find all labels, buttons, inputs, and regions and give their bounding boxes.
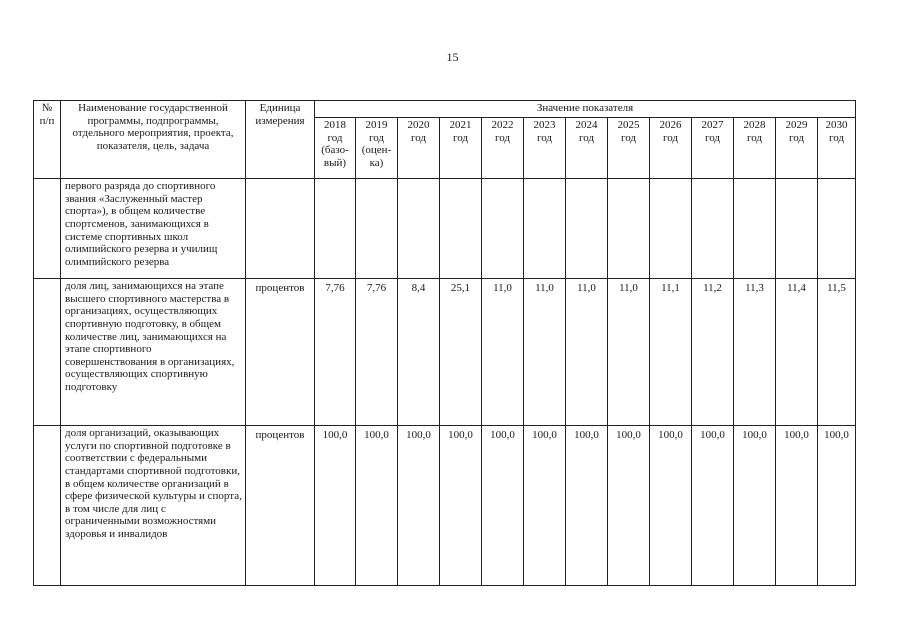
header-year: 2019 год (оцен- ка): [356, 118, 398, 179]
header-value-group: Значение показателя: [315, 101, 856, 118]
row-value: 100,0: [776, 426, 818, 586]
header-year: 2022 год: [482, 118, 524, 179]
header-year: 2028 год: [734, 118, 776, 179]
header-year: 2023 год: [524, 118, 566, 179]
row-value: [482, 179, 524, 279]
row-value: 100,0: [398, 426, 440, 586]
row-value: [356, 179, 398, 279]
table-row: [34, 179, 856, 279]
row-value: 100,0: [650, 426, 692, 586]
table-row: [34, 279, 856, 426]
row-value: 100,0: [566, 426, 608, 586]
row-unit: процентов: [246, 279, 315, 426]
header-no: № п/п: [34, 101, 61, 179]
row-value: 11,0: [524, 279, 566, 426]
header-year: 2024 год: [566, 118, 608, 179]
row-value: [398, 179, 440, 279]
row-value: 11,0: [566, 279, 608, 426]
row-value: 100,0: [315, 426, 356, 586]
row-value: [524, 179, 566, 279]
header-year: 2021 год: [440, 118, 482, 179]
row-value: 8,4: [398, 279, 440, 426]
row-value: 11,4: [776, 279, 818, 426]
row-unit: процентов: [246, 426, 315, 586]
header-year: 2029 год: [776, 118, 818, 179]
row-value: 11,1: [650, 279, 692, 426]
header-year: 2018 год (базо- вый): [315, 118, 356, 179]
header-year: 2020 год: [398, 118, 440, 179]
row-value: 100,0: [440, 426, 482, 586]
row-value: 100,0: [734, 426, 776, 586]
header-year: 2030 год: [818, 118, 856, 179]
row-value: 100,0: [524, 426, 566, 586]
row-value: 25,1: [440, 279, 482, 426]
row-value: 7,76: [315, 279, 356, 426]
row-value: 7,76: [356, 279, 398, 426]
indicators-table: [33, 100, 856, 586]
header-year: 2025 год: [608, 118, 650, 179]
row-no: [34, 426, 61, 586]
row-value: 100,0: [356, 426, 398, 586]
row-value: [608, 179, 650, 279]
row-name: доля лиц, занимающихся на этапе высшего спортивного мастерства в организациях, осуществляющих спортивную подготовку, в общем количестве лиц, занимающихся на этапе спортивного совершенствования в организациях, осуществляющих спортивную подготовку: [61, 279, 246, 426]
header-year: 2026 год: [650, 118, 692, 179]
row-value: [566, 179, 608, 279]
row-value: 11,5: [818, 279, 856, 426]
row-value: [776, 179, 818, 279]
table-row: [34, 426, 856, 586]
header-year: 2027 год: [692, 118, 734, 179]
row-value: 11,3: [734, 279, 776, 426]
row-value: [692, 179, 734, 279]
row-value: 100,0: [608, 426, 650, 586]
row-value: [818, 179, 856, 279]
row-value: 100,0: [818, 426, 856, 586]
row-value: 11,0: [608, 279, 650, 426]
row-value: 11,0: [482, 279, 524, 426]
row-name: первого разряда до спортивного звания «Заслуженный мастер спорта»), в общем количестве спортсменов, занимающихся в системе спортивных школ олимпийского резерва и училищ олимпийского резерва: [61, 179, 246, 279]
row-value: 100,0: [692, 426, 734, 586]
page-number: 15: [446, 50, 459, 64]
row-value: [734, 179, 776, 279]
row-value: [440, 179, 482, 279]
row-name: доля организаций, оказывающих услуги по спортивной подготовке в соответствии с федеральными стандартами спортивной подготовки, в общем количестве организаций в сфере физической культуры и спорта, в том числе для лиц с ограниченными возможностями здоровья и инвалидов: [61, 426, 246, 586]
header-unit: Единица измерения: [246, 101, 315, 179]
row-no: [34, 179, 61, 279]
row-value: [650, 179, 692, 279]
row-value: 11,2: [692, 279, 734, 426]
row-value: [315, 179, 356, 279]
row-value: 100,0: [482, 426, 524, 586]
header-name: Наименование государственной программы, подпрограммы, отдельного мероприятия, проекта, показателя, цель, задача: [61, 101, 246, 179]
row-unit: [246, 179, 315, 279]
row-no: [34, 279, 61, 426]
